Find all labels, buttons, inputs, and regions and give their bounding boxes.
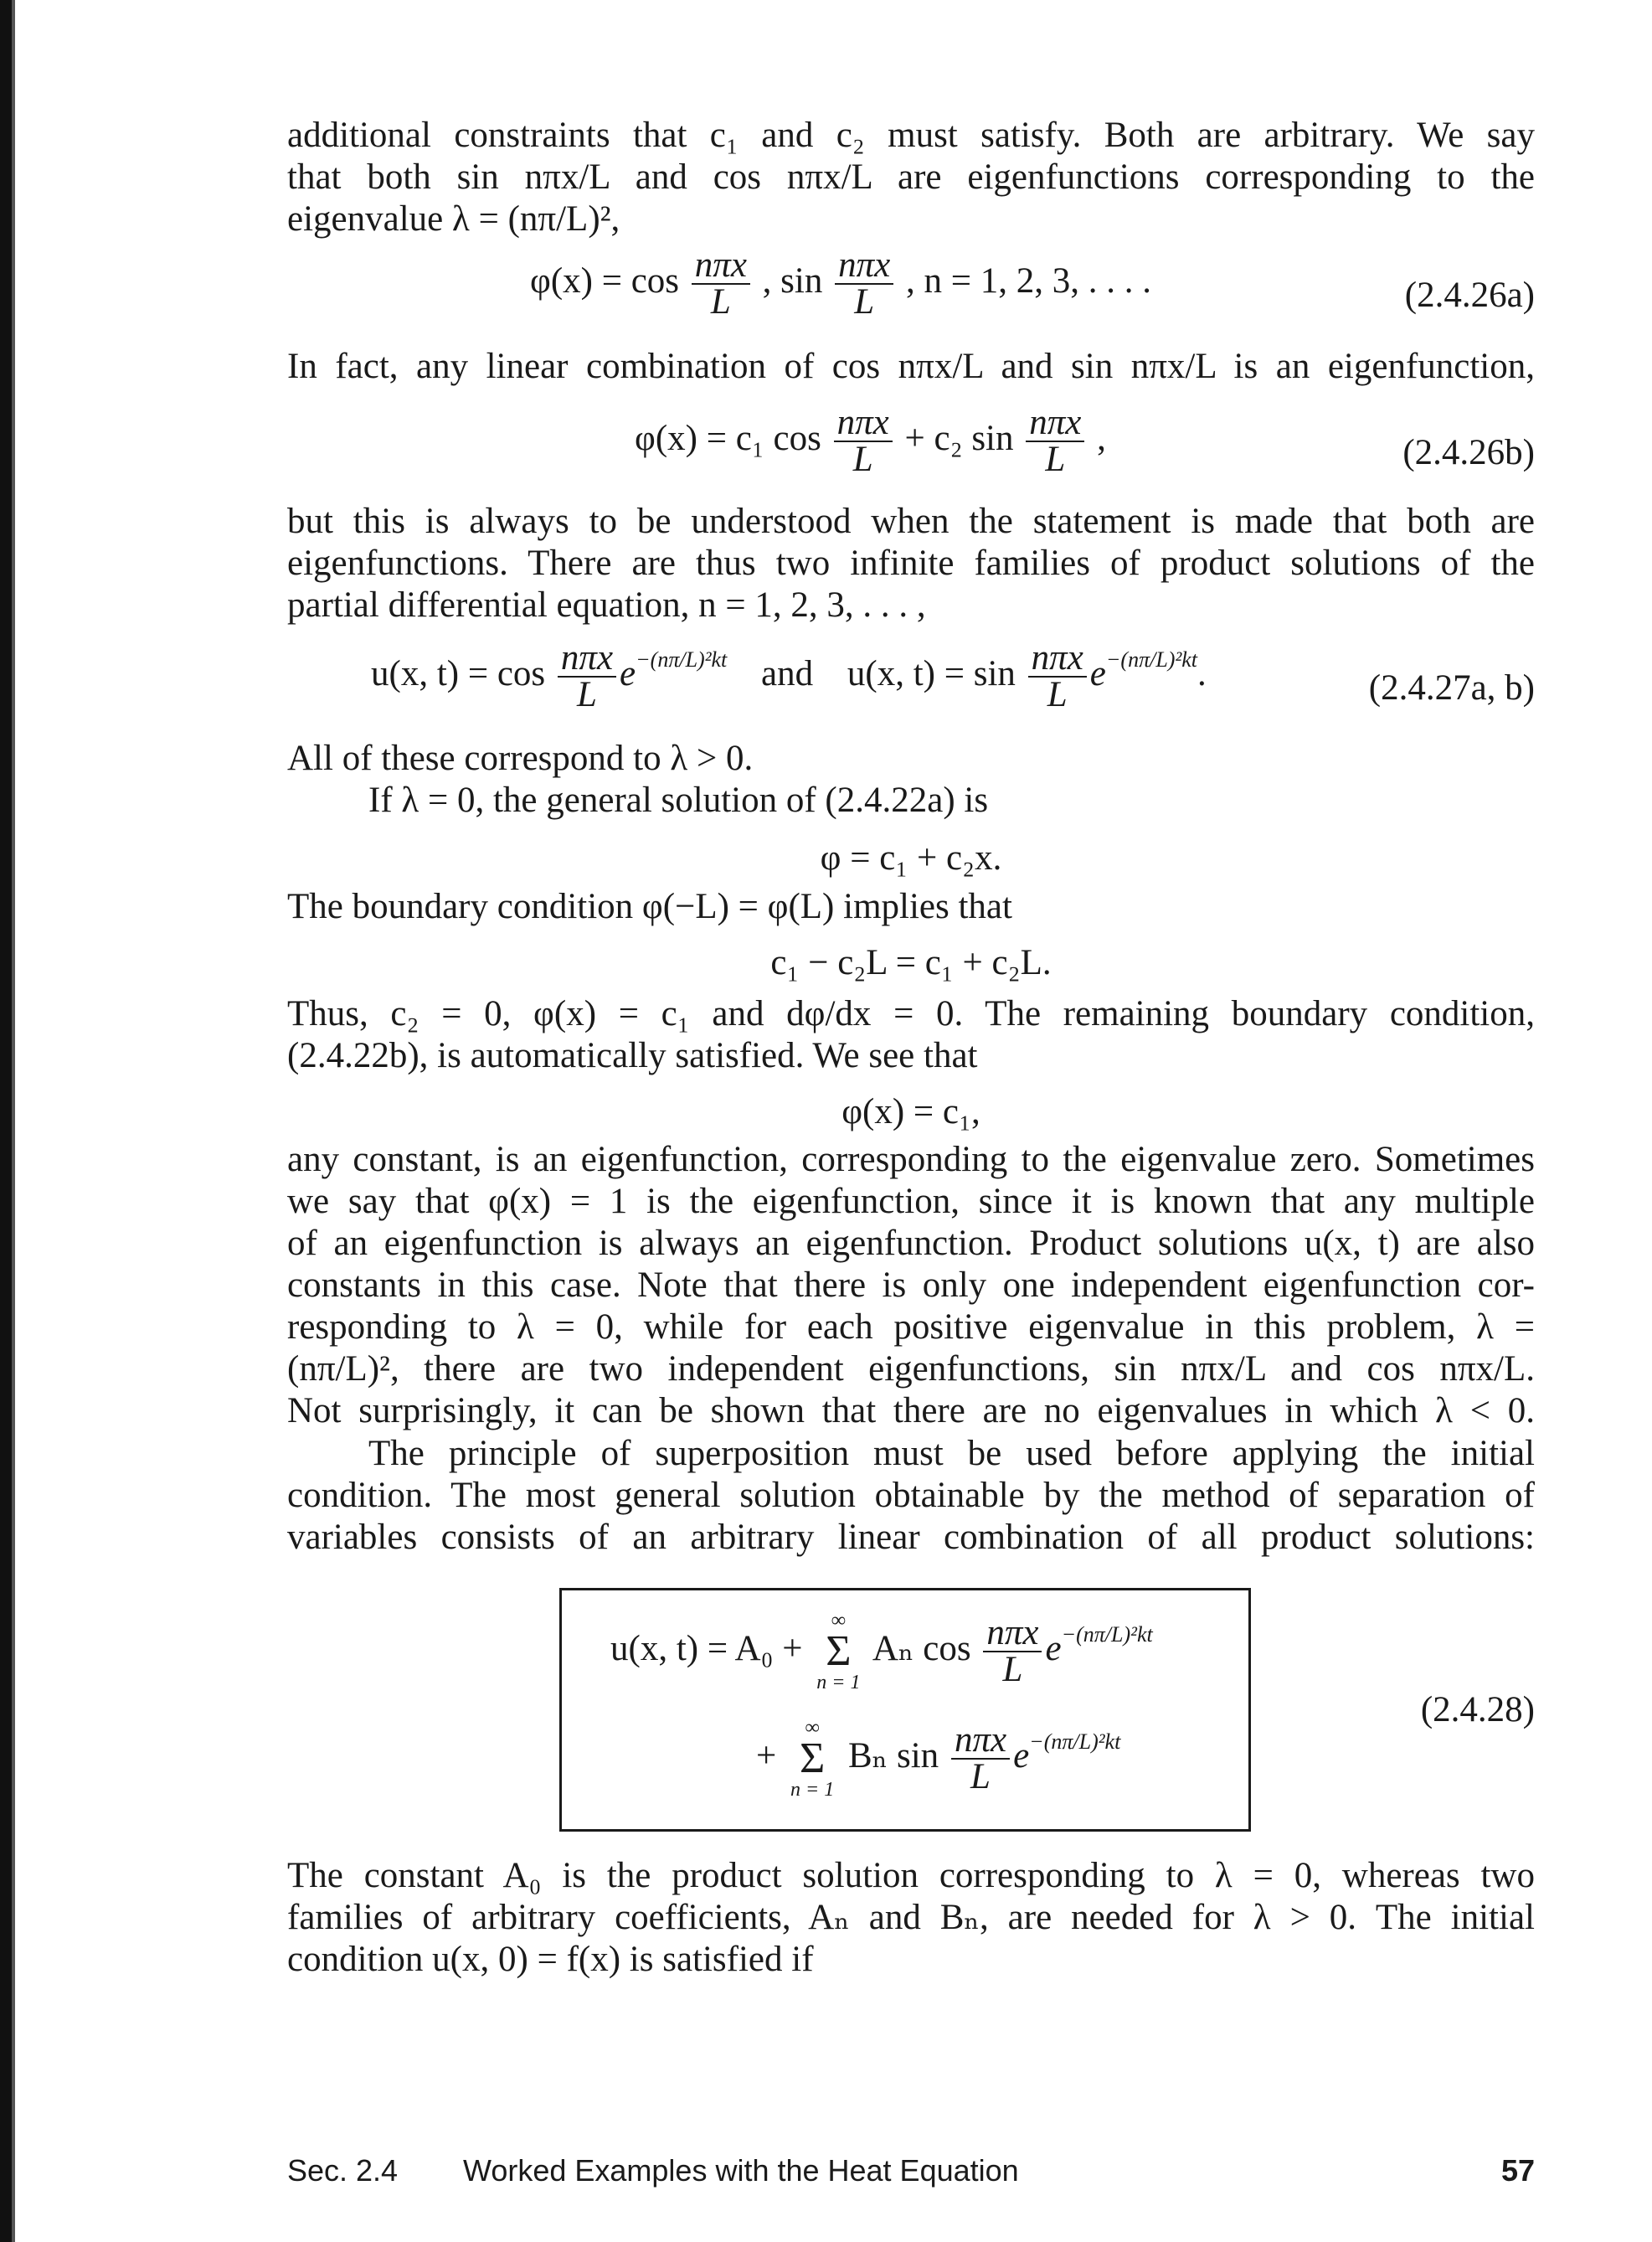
summation: ∞ Σ n = 1 bbox=[816, 1610, 861, 1693]
exp-base: e bbox=[1089, 653, 1106, 693]
paragraph-1 bbox=[287, 115, 1535, 240]
text-line: Thus, c₂ = 0, φ(x) = c₁ and dφ/dx = 0. The remaining boundary condition, bbox=[287, 994, 1535, 1033]
eq-lhs: φ(x) = cos bbox=[530, 260, 680, 301]
equation-2-4-26b bbox=[287, 405, 1535, 481]
equation-line-2: + ∞ Σ n = 1 Bₙ sin $\frac{\text{nπx}}{L}$ $e^{-(n\pi/L)^2kt}$ bbox=[756, 1717, 1121, 1801]
equation-phi-constant: φ(x) = c₁, bbox=[841, 1092, 980, 1131]
equation-boundary-condition: c₁ − c₂L = c₁ + c₂L. bbox=[770, 943, 1052, 982]
text-line: (nπ/L)², there are two independent eigenfunctions, sin nπx/L and cos nπx/L. bbox=[287, 1349, 1535, 1389]
eq-tail: , bbox=[1097, 418, 1106, 458]
text-line: but this is always to be understood when the statement is made that both are bbox=[287, 502, 1535, 541]
fraction: $\frac{\text{nπx}}{L}$ bbox=[558, 641, 616, 713]
exponent: −(nπ/L)²kt bbox=[1061, 1621, 1153, 1647]
equation-number: (2.4.28) bbox=[1420, 1690, 1535, 1729]
paragraph-3 bbox=[287, 501, 1535, 626]
text-line: (2.4.22b), is automatically satisfied. We see that bbox=[287, 1036, 978, 1075]
eq-mid: , sin bbox=[762, 260, 823, 301]
eq-tail: . bbox=[1197, 653, 1207, 693]
text-line: condition. The most general solution obtainable by the method of separation of bbox=[287, 1476, 1535, 1515]
text-line: any constant, is an eigenfunction, corresponding to the eigenvalue zero. Sometimes bbox=[287, 1140, 1535, 1179]
text-line: responding to λ = 0, while for each positive eigenvalue in this problem, λ = bbox=[287, 1307, 1535, 1347]
page-number: 57 bbox=[1500, 2153, 1535, 2188]
exp-base: e bbox=[620, 653, 636, 693]
paragraph-2 bbox=[287, 346, 1535, 388]
text-line: If λ = 0, the general solution of (2.4.22a) is bbox=[368, 781, 989, 820]
equation-number: (2.4.26a) bbox=[1404, 276, 1535, 315]
footer-title: Worked Examples with the Heat Equation bbox=[463, 2153, 1019, 2188]
eq-lhs: φ(x) = c₁ cos bbox=[635, 418, 821, 458]
text-line: condition u(x, 0) = f(x) is satisfied if bbox=[287, 1940, 814, 1979]
text-line: All of these correspond to λ > 0. bbox=[287, 739, 754, 778]
text-line: In fact, any linear combination of cos nπx/L and sin nπx/L is an eigenfunction, bbox=[287, 347, 1535, 386]
text-line: that both sin nπx/L and cos nπx/L are eigenfunctions corresponding to the bbox=[287, 157, 1535, 197]
fraction: $\frac{\text{nπx}}{L}$ bbox=[835, 248, 893, 320]
text-line: The boundary condition φ(−L) = φ(L) implies that bbox=[287, 887, 1012, 926]
fraction: $\frac{\text{nπx}}{L}$ bbox=[692, 248, 750, 320]
eq-tail: , n = 1, 2, 3, . . . . bbox=[906, 260, 1152, 301]
eq-conjunction: and bbox=[761, 653, 814, 693]
footer-section: Sec. 2.4 bbox=[287, 2153, 399, 2188]
eq-rhs: u(x, t) = sin bbox=[847, 653, 1016, 693]
text-line: families of arbitrary coefficients, Aₙ and Bₙ, are needed for λ > 0. The initial bbox=[287, 1898, 1535, 1937]
equation-2-4-26a bbox=[287, 245, 1535, 323]
text-line: The constant A₀ is the product solution corresponding to λ = 0, whereas two bbox=[287, 1856, 1535, 1895]
fraction: $\frac{\text{nπx}}{L}$ bbox=[1028, 641, 1087, 713]
exponent: −(nπ/L)²kt bbox=[1029, 1729, 1121, 1754]
summation: ∞ Σ n = 1 bbox=[790, 1717, 835, 1801]
text-line: eigenfunctions. There are thus two infinite families of product solutions of the bbox=[287, 544, 1535, 583]
boxed-equation-2-4-28 bbox=[559, 1588, 1251, 1832]
page-binding-edge bbox=[0, 0, 12, 2242]
exponent: −(nπ/L)²kt bbox=[1105, 647, 1198, 672]
text-line: we say that φ(x) = 1 is the eigenfunction, since it is known that any multiple bbox=[287, 1182, 1535, 1221]
eq-lhs: u(x, t) = cos bbox=[371, 653, 546, 693]
equation-2-4-27 bbox=[287, 638, 1535, 716]
paragraph-4 bbox=[287, 738, 1535, 822]
text-line: additional constraints that c₁ and c₂ must satisfy. Both are arbitrary. We say bbox=[287, 116, 1535, 155]
text-line: constants in this case. Note that there is only one independent eigenfunction cor- bbox=[287, 1265, 1535, 1305]
text-line: eigenvalue λ = (nπ/L)², bbox=[287, 199, 620, 239]
fraction: $\frac{\text{nπx}}{L}$ bbox=[983, 1616, 1042, 1688]
text-line: partial differential equation, n = 1, 2, 3, . . . , bbox=[287, 585, 926, 625]
paragraph-6 bbox=[287, 993, 1535, 1077]
paragraph-5 bbox=[287, 886, 1535, 928]
equation-phi-linear: φ = c₁ + c₂x. bbox=[820, 838, 1002, 878]
text-line: The principle of superposition must be used before applying the initial bbox=[368, 1434, 1535, 1473]
equation-number: (2.4.27a, b) bbox=[1368, 668, 1535, 708]
eq-mid: + c₂ sin bbox=[904, 418, 1014, 458]
fraction: $\frac{\text{nπx}}{L}$ bbox=[834, 405, 893, 477]
equation-line-1: u(x, t) = A₀ + ∞ Σ n = 1 Aₙ cos $\frac{\text{nπx}}{L}$ $e^{-(n\pi/L)^2kt}$ bbox=[610, 1610, 1153, 1693]
page-binding-shadow bbox=[12, 0, 15, 2242]
text-line: variables consists of an arbitrary linear combination of all product solutions: bbox=[287, 1518, 1535, 1557]
paragraph-7 bbox=[287, 1139, 1535, 1432]
fraction: $\frac{\text{nπx}}{L}$ bbox=[951, 1723, 1010, 1795]
fraction: $\frac{\text{nπx}}{L}$ bbox=[1026, 405, 1084, 477]
text-line: of an eigenfunction is always an eigenfunction. Product solutions u(x, t) are also bbox=[287, 1224, 1535, 1263]
paragraph-9 bbox=[287, 1855, 1535, 1981]
exponent: −(nπ/L)²kt bbox=[636, 647, 728, 672]
equation-number: (2.4.26b) bbox=[1402, 433, 1535, 472]
paragraph-8 bbox=[287, 1433, 1535, 1559]
text-line: Not surprisingly, it can be shown that there are no eigenvalues in which λ < 0. bbox=[287, 1391, 1535, 1430]
